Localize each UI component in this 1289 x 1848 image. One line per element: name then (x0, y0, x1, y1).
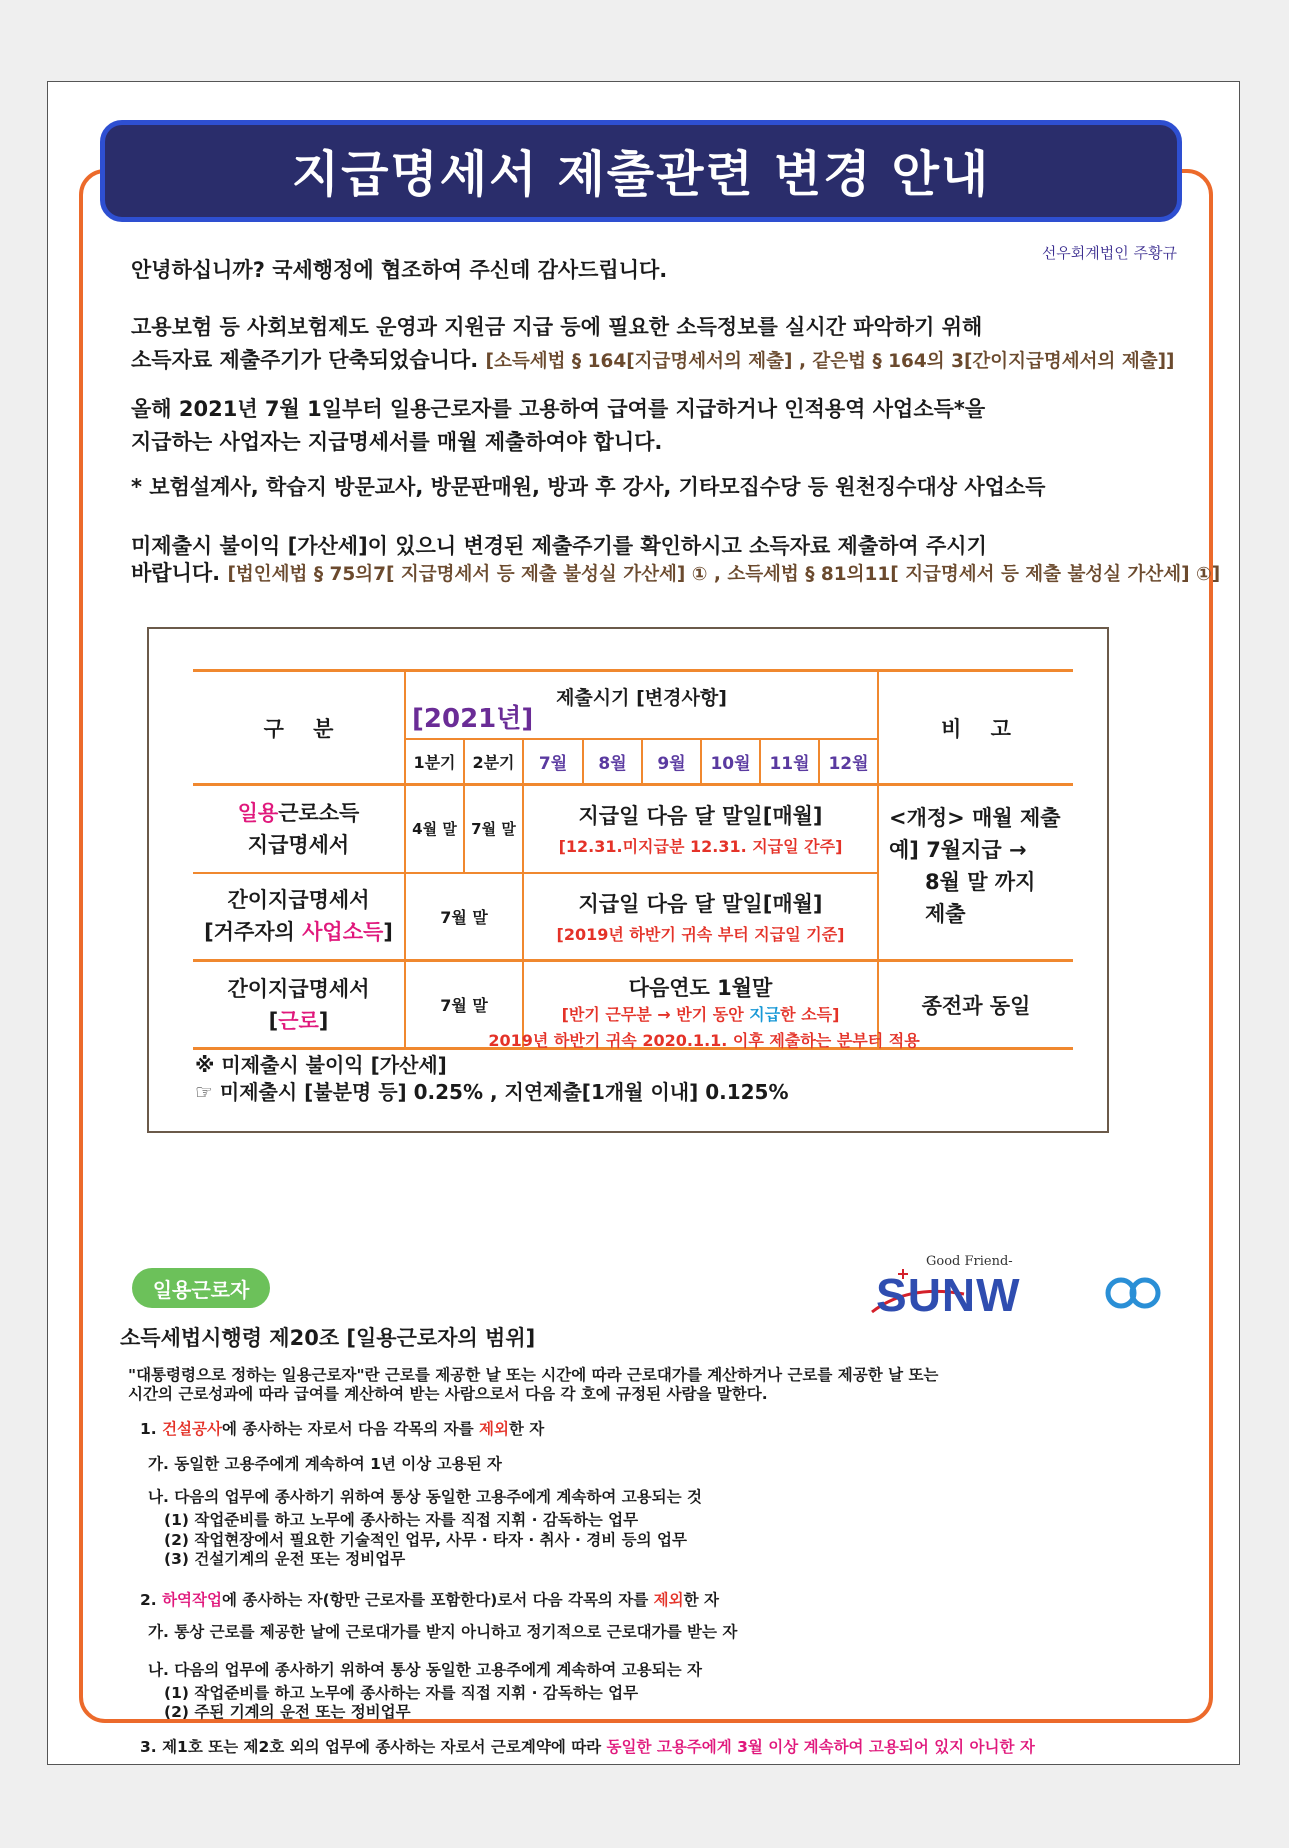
row3-main-text: 다음연도 1월말 (628, 976, 773, 1000)
row2-main (523, 873, 878, 961)
schedule-table (193, 669, 1073, 1050)
page-title: 지급명세서 제출관련 변경 안내 (291, 146, 991, 203)
paragraph-2-ref: [소득세법 § 164[지급명세서의 제출] , 같은법 § 164의 3[간이지급명세서의 제출]] (485, 351, 1175, 372)
row1-q2: 7월 말 (464, 785, 523, 873)
greeting: 안녕하십니까? 국세행정에 협조하여 주신데 감사드립니다. (131, 258, 668, 282)
law-item-1 (140, 1419, 544, 1439)
remark-line-1: <개정> 매월 제출 (889, 806, 1061, 830)
row2-name-b1: [거주자의 (204, 920, 303, 945)
header-row (193, 671, 1073, 739)
row3-sub-highlight: 지급 (749, 1005, 781, 1024)
paragraph-2 (131, 311, 1174, 378)
law-item-2 (140, 1590, 719, 1610)
item2-e: 한 자 (683, 1591, 719, 1609)
logo-tagline: Good Friend- (926, 1254, 1013, 1269)
row3-name-line-2 (194, 1005, 403, 1037)
row2-name-b3: ] (383, 920, 393, 945)
header-remark: 비 고 (878, 671, 1073, 785)
item3-a: 3. 제1호 또는 제2호 외의 업무에 종사하는 자로서 근로계약에 따라 (140, 1738, 607, 1756)
item1-a: 1. (140, 1420, 163, 1438)
item1-e: 한 자 (508, 1420, 545, 1438)
row1-name-highlight: 일용 (237, 800, 279, 825)
paragraph-5-line-1: 미제출시 불이익 [가산세]이 있으니 변경된 제출주기를 확인하시고 소득자료 제출하여 주시기 (131, 534, 987, 558)
paragraph-3-line-2: 지급하는 사업자는 지급명세서를 매월 제출하여야 합니다. (131, 430, 663, 454)
row3-q: 7월 말 (405, 961, 523, 1049)
row-simple-labor (193, 961, 1073, 1049)
schedule-box (147, 627, 1109, 1133)
law-intro-2: 시간의 근로성과에 따라 급여를 계산하여 받는 사람으로서 다음 각 호에 규정된 사람을 말한다. (128, 1385, 768, 1403)
quarter-2: 2분기 (464, 739, 523, 785)
row2-name (193, 873, 405, 961)
row2-sub-text: [2019년 하반기 귀속 부터 지급일 기준] (556, 924, 845, 944)
row1-main-text: 지급일 다음 달 말일[매월] (578, 804, 823, 829)
row3-name-highlight: 근로 (278, 1008, 319, 1033)
remark-line-4: 제출 (925, 902, 966, 926)
row3-remark: 종전과 동일 (878, 961, 1073, 1049)
paragraph-2-text: 소득자료 제출주기가 단축되었습니다. (131, 348, 479, 372)
law-item-1-n2: (2) 작업현장에서 필요한 기술적인 업무, 사무 · 타자 · 취사 · 경비 등의 업무 (164, 1531, 687, 1549)
row1-name-b: 근로소득 (278, 800, 360, 825)
row2-main-text: 지급일 다음 달 말일[매월] (578, 891, 823, 916)
remark-line-3: 8월 말 까지 (925, 870, 1036, 894)
month-8: 8월 (583, 739, 642, 785)
row3-name (193, 961, 405, 1049)
logo-word: SUNW (876, 1269, 1021, 1321)
sunwoo-logo (868, 1254, 1168, 1324)
author-label: 선우회계법인 주황규 (1041, 244, 1177, 262)
title-banner (100, 120, 1182, 222)
period-header: 제출시기 [변경사항] (556, 687, 727, 710)
paragraph-5-ref: [법인세법 § 75의7[ 지급명세서 등 제출 불성실 가산세] ① , 소득세법 § 81의11[ 지급명세서 등 제출 불성실 가산세] ①] (227, 564, 1221, 585)
document-page (47, 81, 1240, 1765)
month-11: 11월 (760, 739, 819, 785)
law-item-1-n1: (1) 작업준비를 하고 노무에 종사하는 자를 직접 지휘 · 감독하는 업무 (164, 1511, 639, 1529)
penalty-note-2: ☞ 미제출시 [불분명 등] 0.25% , 지연제출[1개월 이내] 0.125% (195, 1080, 789, 1104)
penalty-note-1: ※ 미제출시 불이익 [가산세] (195, 1053, 447, 1077)
row3-name-line-1: 간이지급명세서 (227, 976, 370, 1001)
item2-c: 에 종사하는 자(항만 근로자를 포함한다)로서 다음 각목의 자를 (221, 1591, 654, 1609)
row2-name-highlight: 사업소득 (302, 920, 384, 945)
law-item-2-na: 나. 다음의 업무에 종사하기 위하여 통상 동일한 고용주에게 계속하여 고용되는 자 (148, 1661, 702, 1679)
header-period (405, 671, 878, 739)
row3-sub-c: 한 소득] (780, 1005, 840, 1024)
quarter-1: 1분기 (405, 739, 464, 785)
item2-highlight: 하역작업 (162, 1591, 222, 1609)
year-label: [2021년] (412, 704, 534, 734)
item1-highlight: 건설공사 (162, 1420, 222, 1438)
row1-name-c: 지급명세서 (247, 832, 350, 857)
row3-name-b1: [ (268, 1008, 279, 1033)
law-item-1-ga: 가. 동일한 고용주에게 계속하여 1년 이상 고용된 자 (148, 1455, 502, 1473)
law-item-1-na: 나. 다음의 업무에 종사하기 위하여 통상 동일한 고용주에게 계속하여 고용되는 것 (148, 1488, 702, 1506)
item3-highlight: 동일한 고용주에게 3월 이상 계속하여 고용되어 있지 아니한 자 (606, 1738, 1035, 1756)
row1-sub-text: [12.31.미지급분 12.31. 지급일 간주] (558, 837, 843, 857)
month-9: 9월 (642, 739, 701, 785)
row-daily-wage (193, 785, 1073, 873)
law-intro-1: "대통령령으로 정하는 일용근로자"란 근로를 제공한 날 또는 시간에 따라 근로대가를 계산하거나 근로를 제공한 날 또는 (128, 1366, 939, 1384)
row1-name (193, 785, 405, 873)
item2-exclude: 제외 (653, 1591, 684, 1609)
section-title: 소득세법시행령 제20조 [일용근로자의 범위] (120, 1326, 536, 1350)
remark-line-2: 예] 7월지급 → (889, 838, 1027, 862)
row2-name-line-1: 간이지급명세서 (227, 888, 370, 913)
row3-sub-text (525, 1002, 876, 1025)
law-item-1-n3: (3) 건설기계의 운전 또는 정비업무 (164, 1550, 406, 1568)
paragraph-5-text: 바랍니다. (131, 561, 221, 585)
row1-main (523, 785, 878, 873)
item2-a: 2. (140, 1591, 163, 1609)
month-12: 12월 (819, 739, 878, 785)
row1-q1: 4월 말 (405, 785, 464, 873)
item1-c: 에 종사하는 자로서 다음 각목의 자를 (221, 1420, 479, 1438)
row1-remark (878, 785, 1073, 961)
law-item-2-ga: 가. 통상 근로를 제공한 날에 근로대가를 받지 아니하고 정기적으로 근로대가를 받는 자 (148, 1623, 738, 1641)
daily-worker-badge: 일용근로자 (132, 1268, 270, 1308)
footnote: * 보험설계사, 학습지 방문교사, 방문판매원, 방과 후 강사, 기타모집수당 등 원천징수대상 사업소득 (131, 475, 1046, 499)
row3-sub2-text: 2019년 하반기 귀속 2020.1.1. 이후 제출하는 분부터 적용 (488, 1031, 920, 1050)
paragraph-3 (131, 393, 985, 459)
law-item-2-n1: (1) 작업준비를 하고 노무에 종사하는 자를 직접 지휘 · 감독하는 업무 (164, 1684, 639, 1702)
paragraph-5 (131, 533, 1220, 588)
row3-name-b3: ] (318, 1008, 329, 1033)
paragraph-2-line-2 (131, 344, 1174, 378)
row3-sub-a: [반기 근무분 → 반기 동안 (561, 1005, 750, 1024)
item1-exclude: 제외 (478, 1420, 509, 1438)
law-item-2-n2: (2) 주된 기계의 운전 또는 정비업무 (164, 1703, 411, 1721)
row2-q: 7월 말 (405, 873, 523, 961)
law-item-3 (140, 1737, 1035, 1757)
row2-name-line-2 (194, 916, 403, 948)
row3-main (488, 961, 920, 1050)
paragraph-3-line-1: 올해 2021년 7월 1일부터 일용근로자를 고용하여 급여를 지급하거나 인적용역 사업소득*을 (131, 397, 986, 421)
month-7: 7월 (523, 739, 583, 785)
paragraph-2-line-1: 고용보험 등 사회보험제도 운영과 지원금 지급 등에 필요한 소득정보를 실시간 파악하기 위해 (131, 315, 983, 339)
header-category: 구 분 (193, 671, 405, 785)
month-10: 10월 (701, 739, 760, 785)
paragraph-5-line-2 (131, 560, 1220, 588)
